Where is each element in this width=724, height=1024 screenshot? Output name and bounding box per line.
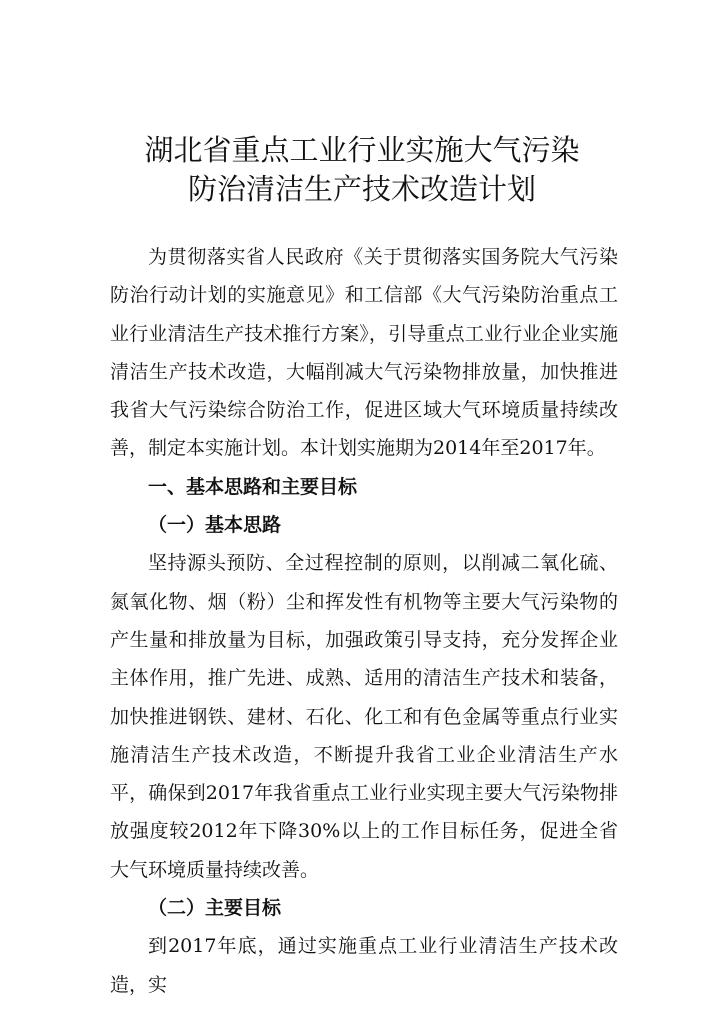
subsection-1-paragraph: 坚持源头预防、全过程控制的原则，以削减二氧化硫、氮氧化物、烟（粉）尘和挥发性有机物等主要大气污染物的产生量和排放量为目标，加强政策引导支持，充分发挥企业主体作用，推广先进、成熟、适用的清洁生产技术和装备，加快推进钢铁、建材、石化、化工和有色金属等重点行业实施清洁生产技术改造，不断提升我省工业企业清洁生产水平，确保到2017年我省重点工业行业实现主要大气污染物排放强度较2012年下降30%以上的工作目标任务，促进全省大气环境质量持续改善。 xyxy=(110,552,618,881)
subsection-1-heading: （一）基本思路 xyxy=(148,514,282,537)
document-title-line-2: 防治清洁生产技术改造计划 xyxy=(187,172,536,206)
section-1-heading: 一、基本思路和主要目标 xyxy=(148,475,358,498)
intro-paragraph: 为贯彻落实省人民政府《关于贯彻落实国务院大气污染防治行动计划的实施意见》和工信部《大气污染防治重点工业行业清洁生产技术推行方案》，引导重点工业行业企业实施清洁生产技术改造，大幅削减大气污染物排放量，加快推进我省大气污染综合防治工作，促进区域大气环境质量持续改善，制定本实施计划。本计划实施期为2014年至2017年。 xyxy=(110,246,618,460)
subsection-2-heading: （二）主要目标 xyxy=(148,897,282,920)
document-title-line-1: 湖北省重点工业行业实施大气污染 xyxy=(144,133,580,167)
document-body xyxy=(110,238,618,1004)
subsection-2-paragraph: 到2017年底，通过实施重点工业行业清洁生产技术改造，实 xyxy=(110,935,618,996)
